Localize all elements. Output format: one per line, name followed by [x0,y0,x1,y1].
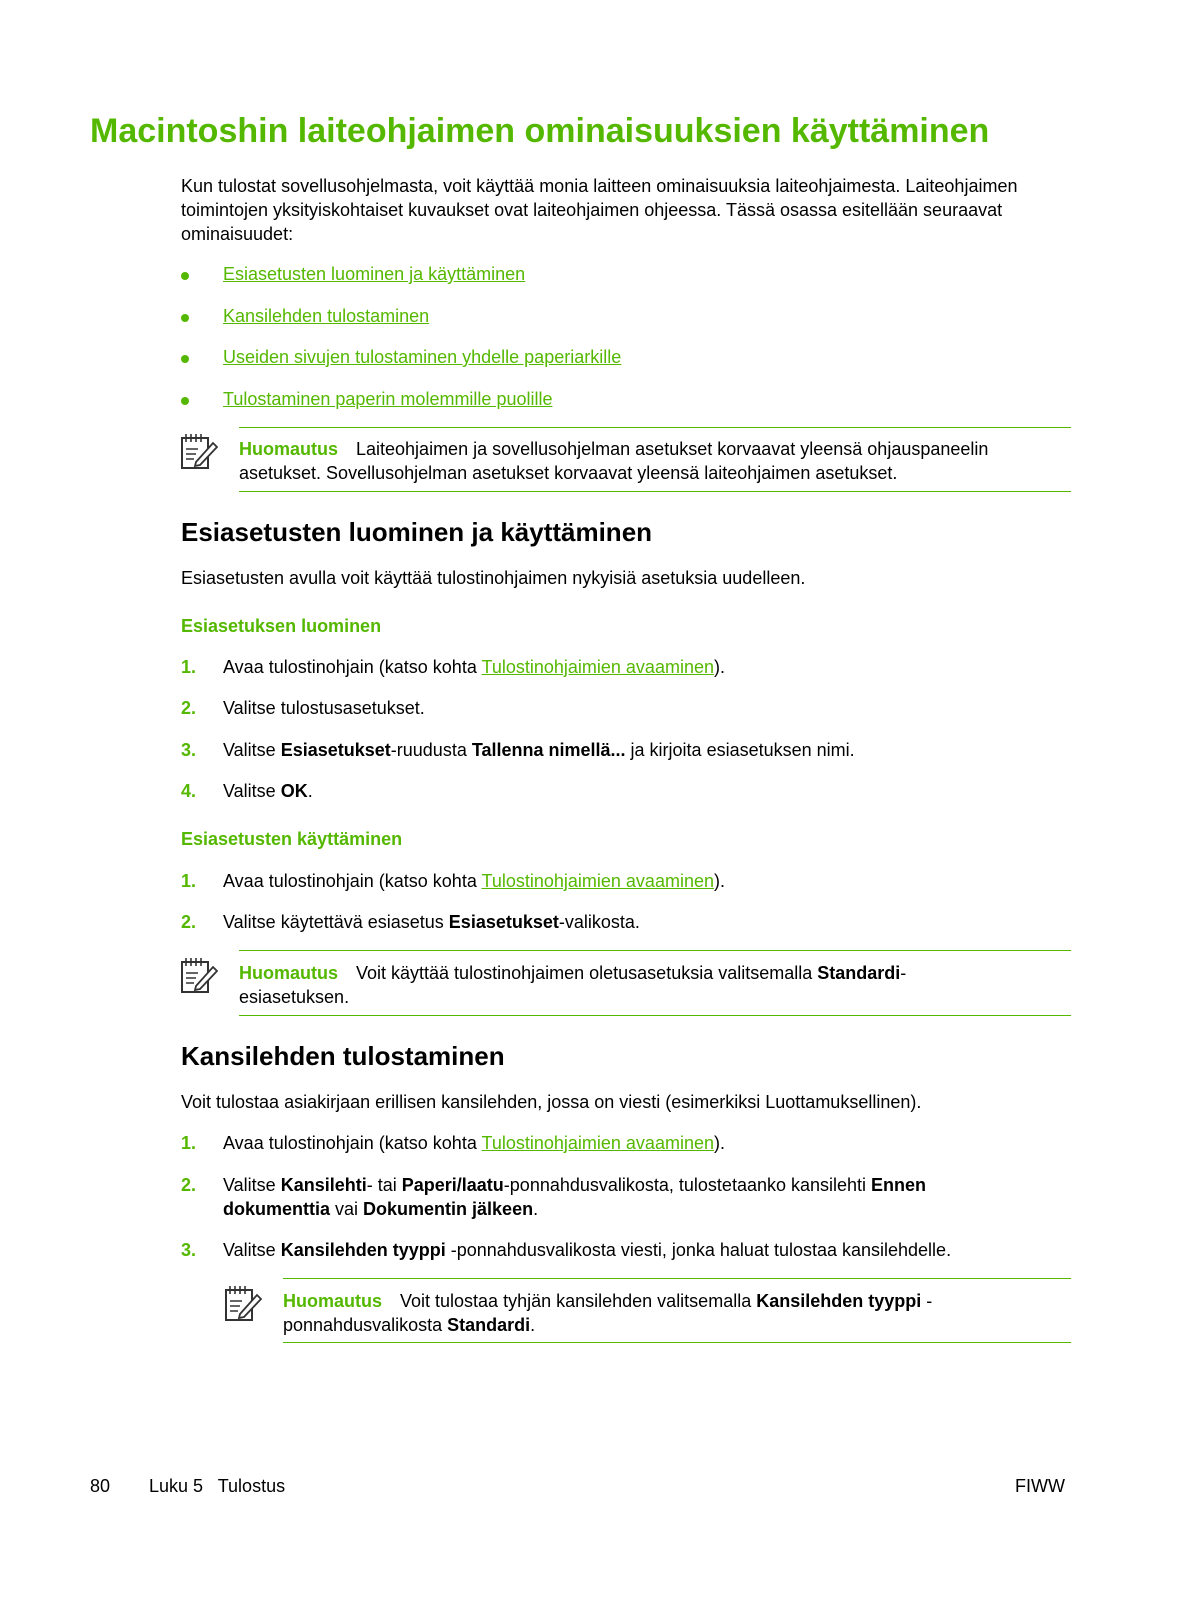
section-heading-presets: Esiasetusten luominen ja käyttäminen [181,517,653,547]
bullet-dot-icon [181,314,189,322]
note-label: Huomautus [283,1291,382,1311]
link-duplex[interactable]: Tulostaminen paperin molemmille puolille [223,388,553,409]
note-text: Huomautus Laiteohjaimen ja sovellusohjelman asetukset korvaavat yleensä ohjauspaneelin asetukset. Sovellusohjelman asetukset korvaavat yleensä laiteohjaimen asetukset. [239,439,989,483]
page-title: Macintoshin laiteohjaimen ominaisuuksien käyttäminen [90,112,990,150]
note-rule-top [283,1278,1071,1279]
document-page: Macintoshin laiteohjaimen ominaisuuksien käyttäminen Kun tulostat sovellusohjelmasta, voit käyttää monia laitteen ominaisuuksia laiteohjaimesta. Laiteohjaimen toimintojen yksityiskohtaiset kuvaukset ovat laiteohjaimen ohjeessa. Tässä osassa esitellään seuraavat ominaisuudet: Esiasetusten luominen ja käyttäminen Kansilehden tulostaminen Useiden sivujen tulostaminen yhdelle paperiarkille Tulostaminen paperin molemmille puolille Huomautus Laiteohjaimen ja sovellusohjelman asetukset korvaavat yleensä ohjauspaneelin asetukset. Sovellusohjelman asetukset korvaavat yleensä laiteohjaimen asetukset. Esiasetusten luominen ja käyttäminen Esiasetusten avulla voit käyttää tulostinohjaimen nykyisiä asetuksia uudelleen. Esiasetuksen luominen 1. Avaa tulostinohjain (katso kohta Tulostinohjaimien avaaminen). 2. Valitse tulostusasetukset. 3. Valitse Esiasetukset-ruudusta Tallenna nimellä... ja kirjoita esiasetuksen nimi. 4. Valitse OK. Esiasetusten käyttäminen 1. Avaa tulostinohjain (katso kohta Tulostinohjaimien avaaminen). 2. Valitse käytettävä esiasetus Esiasetukset-valikosta. Huomautus Voit käyttää tulostinohjaimen oletusasetuksia valitsemalla Standardi-esiasetuksen. Kansilehden tulostaminen Voit tulostaa asiakirjaan erillisen kansilehden, jossa on viesti (esimerkiksi Luottamuksellinen). 1. Avaa tulostinohjain (katso kohta Tulostinohjaimien avaaminen). 2. Valitse Kansilehti- tai Paperi/laatu-ponnahdusvalikosta, tulostetaanko kansilehti Ennen dokumenttia vai Dokumentin jälkeen. 3. Valitse Kansilehden tyyppi -ponnahdusvalikosta viesti, jonka haluat tulostaa kansilehdelle. Huomautus Voit tulostaa tyhjän kansilehden valitsemalla Kansilehden tyyppi -ponnahdusvalikosta Standardi. 80 Luku 5 Tulostus FIWW [0,0,1203,1600]
footer-chapter: Luku 5 Tulostus [149,1476,286,1496]
note-label: Huomautus [239,963,338,983]
subheading-create-preset: Esiasetuksen luominen [181,616,382,636]
subheading-use-preset: Esiasetusten käyttäminen [181,829,403,849]
section-intro-presets: Esiasetusten avulla voit käyttää tulostinohjaimen nykyisiä asetuksia uudelleen. [181,568,806,588]
link-multiple-pages[interactable]: Useiden sivujen tulostaminen yhdelle paperiarkille [223,347,622,367]
note-rule-bottom [239,1015,1071,1016]
note-pad-pencil-icon [180,432,218,470]
link-cover-page[interactable]: Kansilehden tulostaminen [223,305,430,326]
intro-paragraph: Kun tulostat sovellusohjelmasta, voit käyttää monia laitteen ominaisuuksia laiteohjaimesta. Laiteohjaimen toimintojen yksityiskohtaiset kuvaukset ovat laiteohjaimen ohjeessa. Tässä osassa esitellään seuraavat ominaisuudet: [181,176,1018,244]
note-text: Huomautus Voit käyttää tulostinohjaimen oletusasetuksia valitsemalla Standardi-esiasetuksen. [239,963,907,1007]
note-pad-pencil-icon [224,1284,262,1322]
link-open-printer-drivers[interactable]: Tulostinohjaimien avaaminen [481,1133,714,1153]
note-rule-top [239,950,1071,951]
link-presets[interactable]: Esiasetusten luominen ja käyttäminen [223,264,526,284]
link-open-printer-drivers[interactable]: Tulostinohjaimien avaaminen [481,657,714,677]
footer-locale: FIWW [1015,1476,1065,1496]
bullet-dot-icon [181,397,189,405]
section-intro-cover-page: Voit tulostaa asiakirjaan erillisen kansilehden, jossa on viesti (esimerkiksi Luottamuksellinen). [181,1092,922,1112]
note-rule-bottom [239,491,1071,492]
section-heading-cover-page: Kansilehden tulostaminen [181,1041,505,1071]
note-label: Huomautus [239,439,338,459]
note-pad-pencil-icon [180,956,218,994]
note-text: Huomautus Voit tulostaa tyhjän kansilehden valitsemalla Kansilehden tyyppi -ponnahdusvalikosta Standardi. [283,1291,933,1335]
bullet-dot-icon [181,272,189,280]
footer-page-number: 80 [90,1476,111,1496]
note-rule-top [239,427,1071,428]
note-rule-bottom [283,1342,1071,1343]
bullet-dot-icon [181,355,189,363]
link-open-printer-drivers[interactable]: Tulostinohjaimien avaaminen [481,871,714,891]
